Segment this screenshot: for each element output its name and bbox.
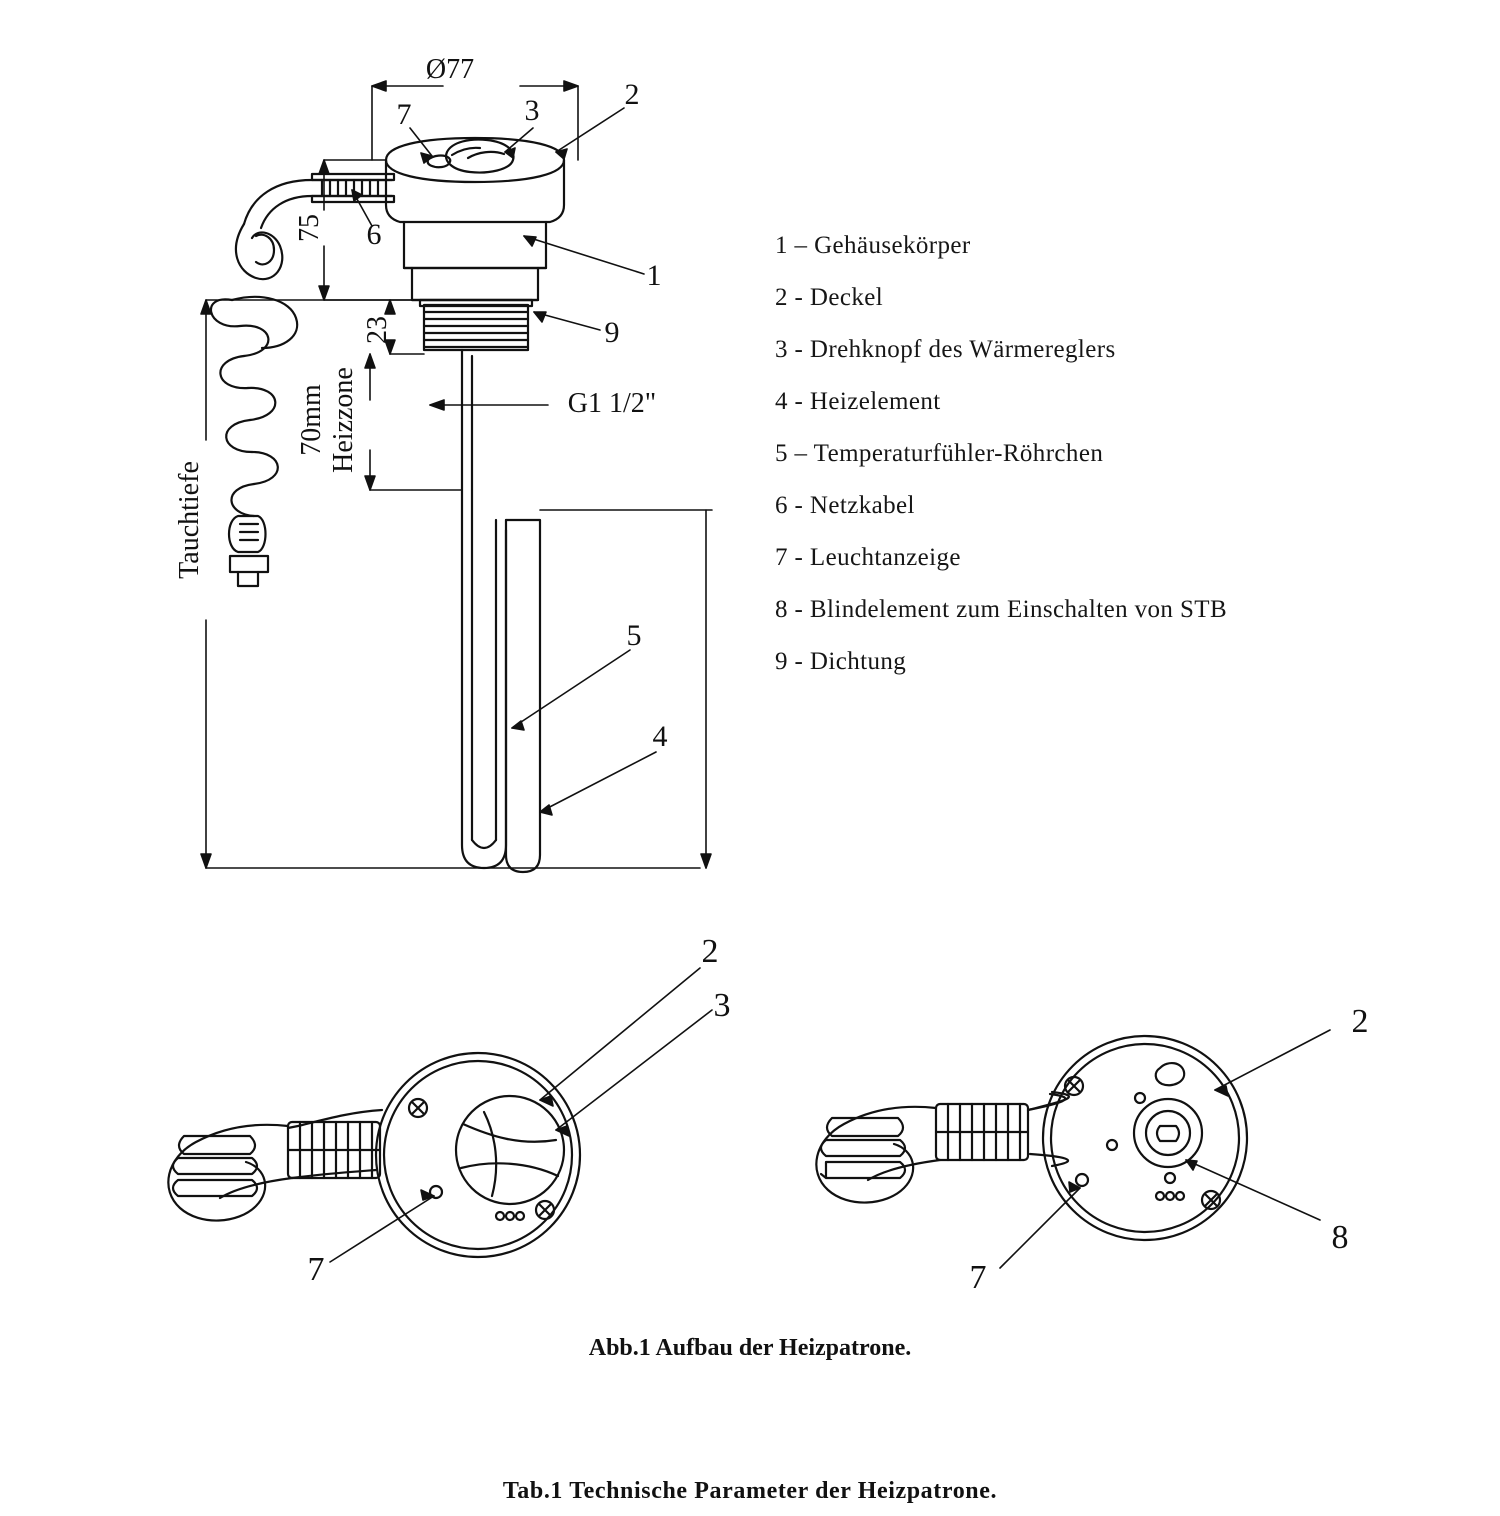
callout-main-1: 1 (646, 259, 662, 292)
cover-body (386, 138, 564, 222)
callout-main-5: 5 (626, 619, 642, 652)
callout-main-9: 9 (604, 316, 620, 349)
legend-item-5: 5 – Temperaturfühler-Röhrchen (775, 440, 1104, 467)
callout-br-8: 8 (1331, 1219, 1349, 1256)
callout-br-7: 7 (969, 1259, 987, 1296)
thread-section (420, 300, 532, 350)
legend-item-6: 6 - Netzkabel (775, 492, 915, 519)
dimension-immersion-depth (201, 300, 712, 868)
legend-item-3: 3 - Drehknopf des Wärmereglers (775, 336, 1116, 363)
legend-item-1: 1 – Gehäusekörper (775, 232, 971, 259)
callout-main-6: 6 (366, 218, 382, 251)
dim-diameter-label: Ø77 (425, 54, 475, 85)
table-caption: Tab.1 Technische Parameter der Heizpatrone. (502, 1478, 998, 1504)
dim-hot-zone-name-label: Heizzone (328, 367, 359, 473)
callout-main-4: 4 (652, 720, 668, 753)
legend-item-2: 2 - Deckel (775, 284, 884, 311)
heating-element (506, 520, 540, 872)
legend-list (775, 220, 1435, 688)
legend-item-9: 9 - Dichtung (775, 648, 907, 675)
dim-cap-height-label: 75 (294, 214, 325, 242)
thermostat-knob-top (446, 140, 513, 173)
housing-body (404, 222, 546, 300)
legend-item-7: 7 - Leuchtanzeige (775, 544, 961, 571)
callout-bl-2: 2 (701, 933, 719, 970)
leader-thread-label (430, 400, 548, 410)
callout-leaders-main (352, 108, 656, 815)
bottom-left-view (168, 1053, 580, 1257)
legend-item-4: 4 - Heizelement (775, 388, 941, 415)
bottom-right-view (816, 1036, 1247, 1240)
callout-leaders-bottom-left (330, 968, 712, 1262)
dim-thread-length-label: 23 (362, 316, 393, 344)
callout-br-2: 2 (1351, 1003, 1369, 1040)
figure-caption: Abb.1 Aufbau der Heizpatrone. (588, 1335, 912, 1361)
callout-main-3: 3 (524, 94, 540, 127)
callout-leaders-bottom-right (1000, 1030, 1330, 1268)
dim-thread-label: G1 1/2" (567, 388, 657, 419)
dim-hot-zone-length-label: 70mm (296, 384, 327, 456)
dimension-hot-zone (365, 354, 462, 490)
callout-main-2: 2 (624, 78, 640, 111)
legend-item-8: 8 - Blindelement zum Einschalten von STB (775, 596, 1228, 623)
dim-immersion-depth-label: Tauchtiefe (174, 461, 205, 579)
callout-bl-7: 7 (307, 1251, 325, 1288)
callout-main-7: 7 (396, 98, 412, 131)
sensor-tube (462, 350, 506, 868)
callout-bl-3: 3 (713, 987, 731, 1024)
